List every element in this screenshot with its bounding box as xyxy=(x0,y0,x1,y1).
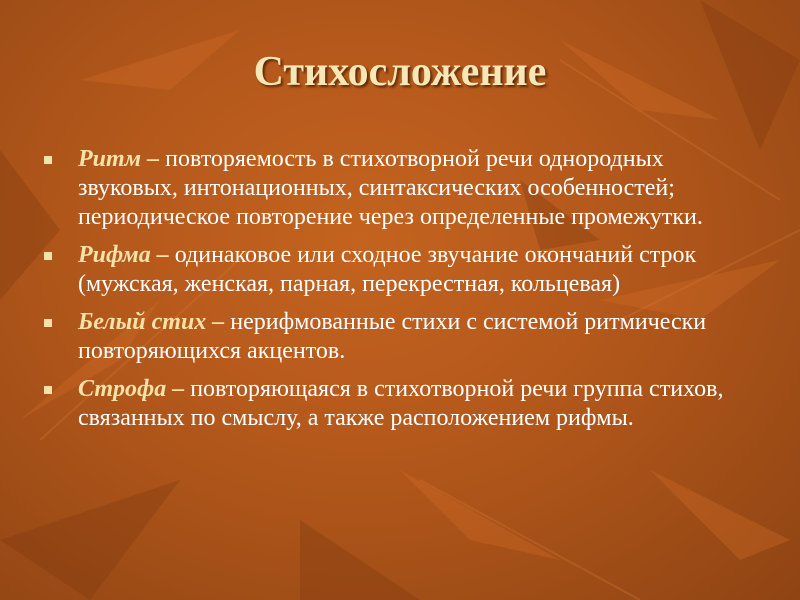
list-item-rhyme xyxy=(44,241,764,299)
term-label: Строфа – xyxy=(78,376,185,402)
definition-text: повторяющаяся в стихотворной речи группа стихов, связанных по смыслу, а также расположением рифмы. xyxy=(78,376,724,431)
slide-title: Стихосложение xyxy=(253,49,547,95)
definition-text: одинаковое или сходное звучание окончаний строк (мужская, женская, парная, перекрестная, кольцевая) xyxy=(78,242,697,297)
term-label: Белый стих – xyxy=(78,309,225,335)
square-bullet-icon xyxy=(44,252,52,260)
definition-list xyxy=(44,145,764,442)
square-bullet-icon xyxy=(44,319,52,327)
square-bullet-icon xyxy=(44,386,52,394)
list-item-stanza xyxy=(44,375,764,433)
definition-text: нерифмованные стихи с системой ритмически повторяющихся акцентов. xyxy=(78,309,707,364)
list-item-blank-verse xyxy=(44,308,764,366)
list-item-rhythm xyxy=(44,145,764,232)
definition-text: повторяемость в стихотворной речи однородных звуковых, интонационных, синтаксических особенностей; периодическое повторение через определенные промежутки. xyxy=(78,146,703,230)
square-bullet-icon xyxy=(44,156,52,164)
term-label: Рифма – xyxy=(78,242,169,268)
term-label: Ритм – xyxy=(78,146,160,172)
